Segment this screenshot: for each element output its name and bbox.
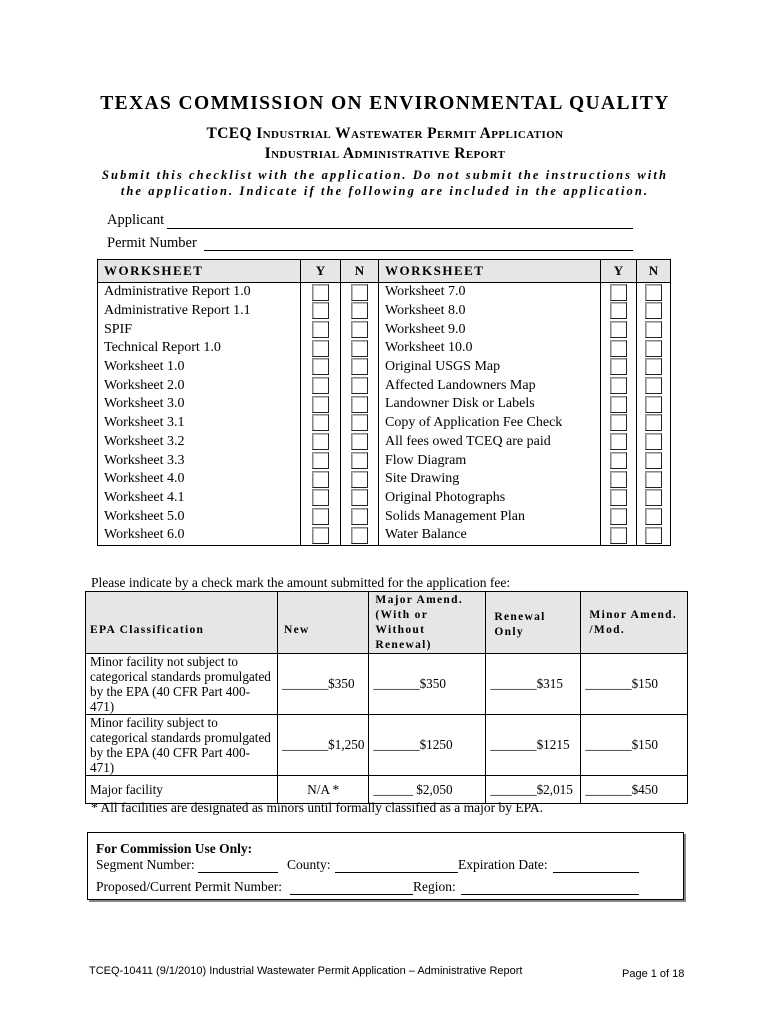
worksheet-row — [98, 470, 671, 489]
region-label: Region: — [413, 879, 456, 894]
worksheet-row — [98, 433, 671, 452]
form-subtitle: TCEQ Industrial Wastewater Permit Application — [206, 125, 564, 142]
worksheet-row — [98, 302, 671, 321]
page-title: TEXAS COMMISSION ON ENVIRONMENTAL QUALITY — [100, 93, 670, 114]
no-checkbox[interactable] — [351, 377, 368, 394]
worksheet-item-right: Flow Diagram — [379, 451, 601, 470]
yes-checkbox[interactable] — [312, 321, 329, 338]
yes-checkbox[interactable] — [610, 321, 627, 338]
no-checkbox[interactable] — [351, 508, 368, 525]
fee-renewal-option[interactable]: _______$315 — [486, 654, 581, 715]
worksheet-item-right: Worksheet 9.0 — [379, 320, 601, 339]
fee-classification: Minor facility subject to categorical standards promulgated by the EPA (40 CFR Part 400-471) — [86, 715, 278, 776]
no-header-left: N — [341, 260, 379, 283]
yes-checkbox[interactable] — [312, 433, 329, 450]
fee-row — [86, 654, 688, 715]
worksheet-item-right: Solids Management Plan — [379, 507, 601, 526]
worksheet-row — [98, 283, 671, 302]
fee-major-amend-option[interactable]: ______ $2,050 — [369, 776, 486, 804]
fee-major-amend-option[interactable]: _______$350 — [369, 654, 486, 715]
fee-renewal-option[interactable]: _______$2,015 — [486, 776, 581, 804]
worksheet-item-left: Worksheet 3.1 — [98, 414, 301, 433]
worksheet-row — [98, 376, 671, 395]
fee-classification: Minor facility not subject to categorical standards promulgated by the EPA (40 CFR Part 400-471) — [86, 654, 278, 715]
no-checkbox[interactable] — [645, 396, 662, 413]
yes-checkbox[interactable] — [312, 340, 329, 357]
instructions-line-1: Submit this checklist with the application. Do not submit the instructions with — [102, 168, 668, 182]
worksheet-item-right: All fees owed TCEQ are paid — [379, 433, 601, 452]
fee-minor-amend-option[interactable]: _______$450 — [581, 776, 688, 804]
permit-number-commission-field[interactable] — [290, 894, 413, 895]
yes-checkbox[interactable] — [610, 433, 627, 450]
no-checkbox[interactable] — [351, 284, 368, 301]
worksheet-item-right: Landowner Disk or Labels — [379, 395, 601, 414]
no-checkbox[interactable] — [351, 489, 368, 506]
no-checkbox[interactable] — [645, 284, 662, 301]
worksheet-item-left: Worksheet 4.1 — [98, 489, 301, 508]
no-checkbox[interactable] — [645, 321, 662, 338]
yes-checkbox[interactable] — [312, 284, 329, 301]
worksheet-row — [98, 489, 671, 508]
yes-checkbox[interactable] — [610, 377, 627, 394]
commission-use-box — [87, 832, 684, 900]
no-checkbox[interactable] — [351, 414, 368, 431]
renewal-header: Renewal Only — [486, 592, 581, 654]
worksheet-row — [98, 339, 671, 358]
yes-checkbox[interactable] — [312, 508, 329, 525]
yes-checkbox[interactable] — [610, 452, 627, 469]
no-checkbox[interactable] — [645, 508, 662, 525]
fee-row — [86, 715, 688, 776]
worksheet-item-left: Worksheet 1.0 — [98, 358, 301, 377]
major-amend-header: Major Amend. (With or Without Renewal) — [369, 592, 486, 654]
expiration-date-label: Expiration Date: — [458, 857, 548, 872]
fee-minor-amend-option[interactable]: _______$150 — [581, 654, 688, 715]
worksheet-item-left: Administrative Report 1.1 — [98, 302, 301, 321]
no-checkbox[interactable] — [645, 471, 662, 488]
worksheet-item-left: SPIF — [98, 320, 301, 339]
new-header: New — [278, 592, 369, 654]
yes-checkbox[interactable] — [312, 358, 329, 375]
worksheet-item-left: Worksheet 6.0 — [98, 526, 301, 545]
worksheet-header-right: WORKSHEET — [379, 260, 601, 283]
worksheet-row — [98, 414, 671, 433]
worksheet-header-row — [98, 260, 671, 283]
epa-classification-header: EPA Classification — [86, 592, 278, 654]
worksheet-item-left: Worksheet 3.2 — [98, 433, 301, 452]
yes-checkbox[interactable] — [312, 377, 329, 394]
worksheet-item-left: Administrative Report 1.0 — [98, 283, 301, 302]
no-checkbox[interactable] — [645, 489, 662, 506]
worksheet-row — [98, 358, 671, 377]
instructions-line-2: the application. Indicate if the following are included in the application. — [120, 184, 650, 198]
no-checkbox[interactable] — [645, 433, 662, 450]
yes-checkbox[interactable] — [610, 340, 627, 357]
fee-instructions: Please indicate by a check mark the amount submitted for the application fee: — [91, 575, 511, 590]
worksheet-item-left: Worksheet 2.0 — [98, 376, 301, 395]
worksheet-item-right: Worksheet 10.0 — [379, 339, 601, 358]
report-subtitle: Industrial Administrative Report — [264, 145, 506, 162]
yes-checkbox[interactable] — [610, 414, 627, 431]
yes-checkbox[interactable] — [610, 489, 627, 506]
fee-minor-amend-option[interactable]: _______$150 — [581, 715, 688, 776]
fee-classification: Major facility — [86, 776, 278, 804]
worksheet-item-right: Copy of Application Fee Check — [379, 414, 601, 433]
segment-number-label: Segment Number: — [96, 857, 195, 872]
worksheet-item-right: Site Drawing — [379, 470, 601, 489]
minor-amend-header: Minor Amend. /Mod. — [581, 592, 688, 654]
yes-checkbox[interactable] — [312, 527, 329, 544]
yes-checkbox[interactable] — [610, 284, 627, 301]
fee-new-option[interactable]: _______$1,250 — [278, 715, 369, 776]
region-field[interactable] — [461, 894, 639, 895]
no-checkbox[interactable] — [645, 302, 662, 319]
form-footer: TCEQ-10411 (9/1/2010) Industrial Wastewater Permit Application – Administrative Report — [89, 965, 523, 977]
no-checkbox[interactable] — [351, 452, 368, 469]
no-checkbox[interactable] — [645, 358, 662, 375]
yes-checkbox[interactable] — [312, 414, 329, 431]
permit-number-field[interactable] — [204, 250, 633, 251]
application-fee-table — [85, 591, 688, 804]
fee-major-amend-option[interactable]: _______$1250 — [369, 715, 486, 776]
commission-use-title: For Commission Use Only: — [96, 841, 253, 856]
yes-checkbox[interactable] — [610, 527, 627, 544]
no-checkbox[interactable] — [351, 396, 368, 413]
segment-number-field[interactable] — [198, 872, 278, 873]
yes-checkbox[interactable] — [610, 396, 627, 413]
fee-header-row — [86, 592, 688, 654]
yes-header-right: Y — [601, 260, 637, 283]
fee-new-option[interactable]: _______$350 — [278, 654, 369, 715]
worksheet-row — [98, 395, 671, 414]
county-label: County: — [287, 857, 331, 872]
no-checkbox[interactable] — [351, 527, 368, 544]
applicant-field[interactable] — [167, 228, 633, 229]
permit-number-label: Permit Number — [107, 235, 197, 251]
no-checkbox[interactable] — [645, 340, 662, 357]
worksheet-row — [98, 451, 671, 470]
permit-number-commission-label: Proposed/Current Permit Number: — [96, 879, 282, 894]
worksheet-item-left: Technical Report 1.0 — [98, 339, 301, 358]
yes-checkbox[interactable] — [610, 358, 627, 375]
worksheet-header-left: WORKSHEET — [98, 260, 301, 283]
no-checkbox[interactable] — [351, 321, 368, 338]
worksheet-checklist-table — [97, 259, 671, 546]
no-header-right: N — [637, 260, 671, 283]
no-checkbox[interactable] — [351, 340, 368, 357]
yes-checkbox[interactable] — [610, 471, 627, 488]
page-number: Page 1 of 18 — [622, 968, 685, 980]
worksheet-row — [98, 526, 671, 545]
worksheet-item-right: Original Photographs — [379, 489, 601, 508]
worksheet-item-right: Water Balance — [379, 526, 601, 545]
no-checkbox[interactable] — [351, 433, 368, 450]
worksheet-item-right: Worksheet 7.0 — [379, 283, 601, 302]
fee-footnote: * All facilities are designated as minors until formally classified as a major by EPA. — [91, 800, 544, 815]
yes-checkbox[interactable] — [312, 302, 329, 319]
worksheet-item-left: Worksheet 5.0 — [98, 507, 301, 526]
worksheet-item-right: Worksheet 8.0 — [379, 302, 601, 321]
yes-checkbox[interactable] — [312, 489, 329, 506]
applicant-label: Applicant — [107, 212, 165, 228]
no-checkbox[interactable] — [351, 302, 368, 319]
yes-header-left: Y — [301, 260, 341, 283]
no-checkbox[interactable] — [645, 527, 662, 544]
yes-checkbox[interactable] — [610, 302, 627, 319]
fee-renewal-option[interactable]: _______$1215 — [486, 715, 581, 776]
expiration-date-field[interactable] — [553, 872, 639, 873]
worksheet-item-right: Affected Landowners Map — [379, 376, 601, 395]
no-checkbox[interactable] — [645, 414, 662, 431]
worksheet-item-left: Worksheet 3.0 — [98, 395, 301, 414]
yes-checkbox[interactable] — [312, 396, 329, 413]
worksheet-item-left: Worksheet 3.3 — [98, 451, 301, 470]
yes-checkbox[interactable] — [312, 452, 329, 469]
yes-checkbox[interactable] — [610, 508, 627, 525]
worksheet-item-right: Original USGS Map — [379, 358, 601, 377]
worksheet-row — [98, 320, 671, 339]
worksheet-item-left: Worksheet 4.0 — [98, 470, 301, 489]
no-checkbox[interactable] — [645, 377, 662, 394]
no-checkbox[interactable] — [351, 358, 368, 375]
worksheet-row — [98, 507, 671, 526]
no-checkbox[interactable] — [351, 471, 368, 488]
yes-checkbox[interactable] — [312, 471, 329, 488]
no-checkbox[interactable] — [645, 452, 662, 469]
fee-new-option: N/A * — [278, 776, 369, 804]
county-field[interactable] — [335, 872, 458, 873]
